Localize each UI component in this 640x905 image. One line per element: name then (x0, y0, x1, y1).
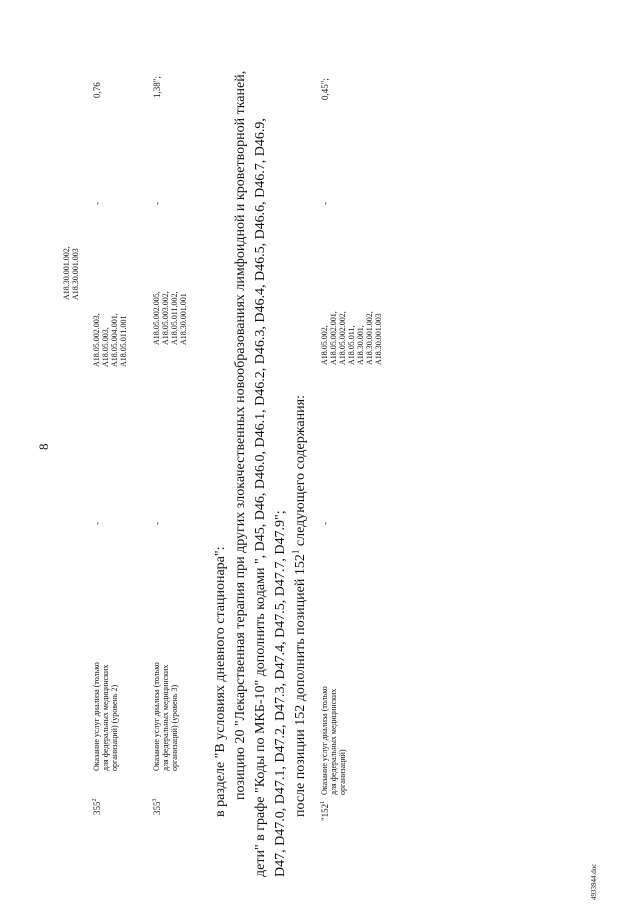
coefficient: 0,45"; (320, 78, 330, 100)
row-number: "$152^1$ (320, 800, 330, 821)
footer-filename: 4933944.doc (590, 863, 598, 900)
service-codes: A18.05.002, A18.05.002.001, A18.05.002.002, A18.05.011, A18.30.001, A18.30.001.002, A18.30.001.003 (320, 311, 383, 365)
paragraph-position-20: позицию 20 "Лекарственная терапия при других злокачественных новообразованиях лимфоидной и кроветворной тканей, (233, 70, 248, 800)
service-name: Оказание услуг диализа (только для федеральных медицинских организаций) (320, 686, 347, 795)
coefficient: 1,38"; (152, 76, 162, 98)
page-number: 8 (36, 443, 51, 450)
code-line: A18.30.001.003 (71, 248, 80, 300)
coefficient: 0,76 (92, 82, 102, 98)
paragraph-codes-line-1: дети" в графе "Коды по МКБ-10" дополнить кодами ", D45, D46, D46.0, D46.1, D46.2, D46.3, D46.4, D46.5, D46.6, D46.7, D46.9, (253, 118, 268, 877)
continued-codes (62, 246, 80, 300)
paragraph-insert-position: после позиции 152 дополнить позицией $152^1$ следующего содержания: (290, 395, 308, 817)
empty-cell-dash: - (92, 522, 102, 525)
empty-cell-dash: - (152, 202, 162, 205)
paragraph-section-heading: в разделе "В условиях дневного стационара": (213, 546, 228, 817)
row-number: $355^2$ (92, 798, 102, 815)
row-number: $355^3$ (152, 798, 162, 815)
paragraph-codes-line-2: D47, D47.0, D47.1, D47.2, D47.3, D47.4, D47.5, D47.7, D47.9"; (273, 510, 288, 877)
empty-cell-dash: - (152, 522, 162, 525)
empty-cell-dash: - (320, 522, 330, 525)
service-codes: A18.05.002.003, A18.05.003, A18.05.004.001, A18.05.011.001 (92, 313, 128, 367)
service-name: Оказание услуг диализа (только для федеральных медицинских организаций) (уровень 2) (92, 662, 119, 771)
service-name: Оказание услуг диализа (только для федеральных медицинских организаций) (уровень 3) (152, 662, 179, 771)
empty-cell-dash: - (92, 202, 102, 205)
service-codes: A18.05.002.005, A18.05.003.002, A18.05.011.002, A18.30.001.001 (152, 291, 188, 345)
code-line: A18.30.001.002, (62, 246, 71, 300)
empty-cell-dash: - (320, 202, 330, 205)
